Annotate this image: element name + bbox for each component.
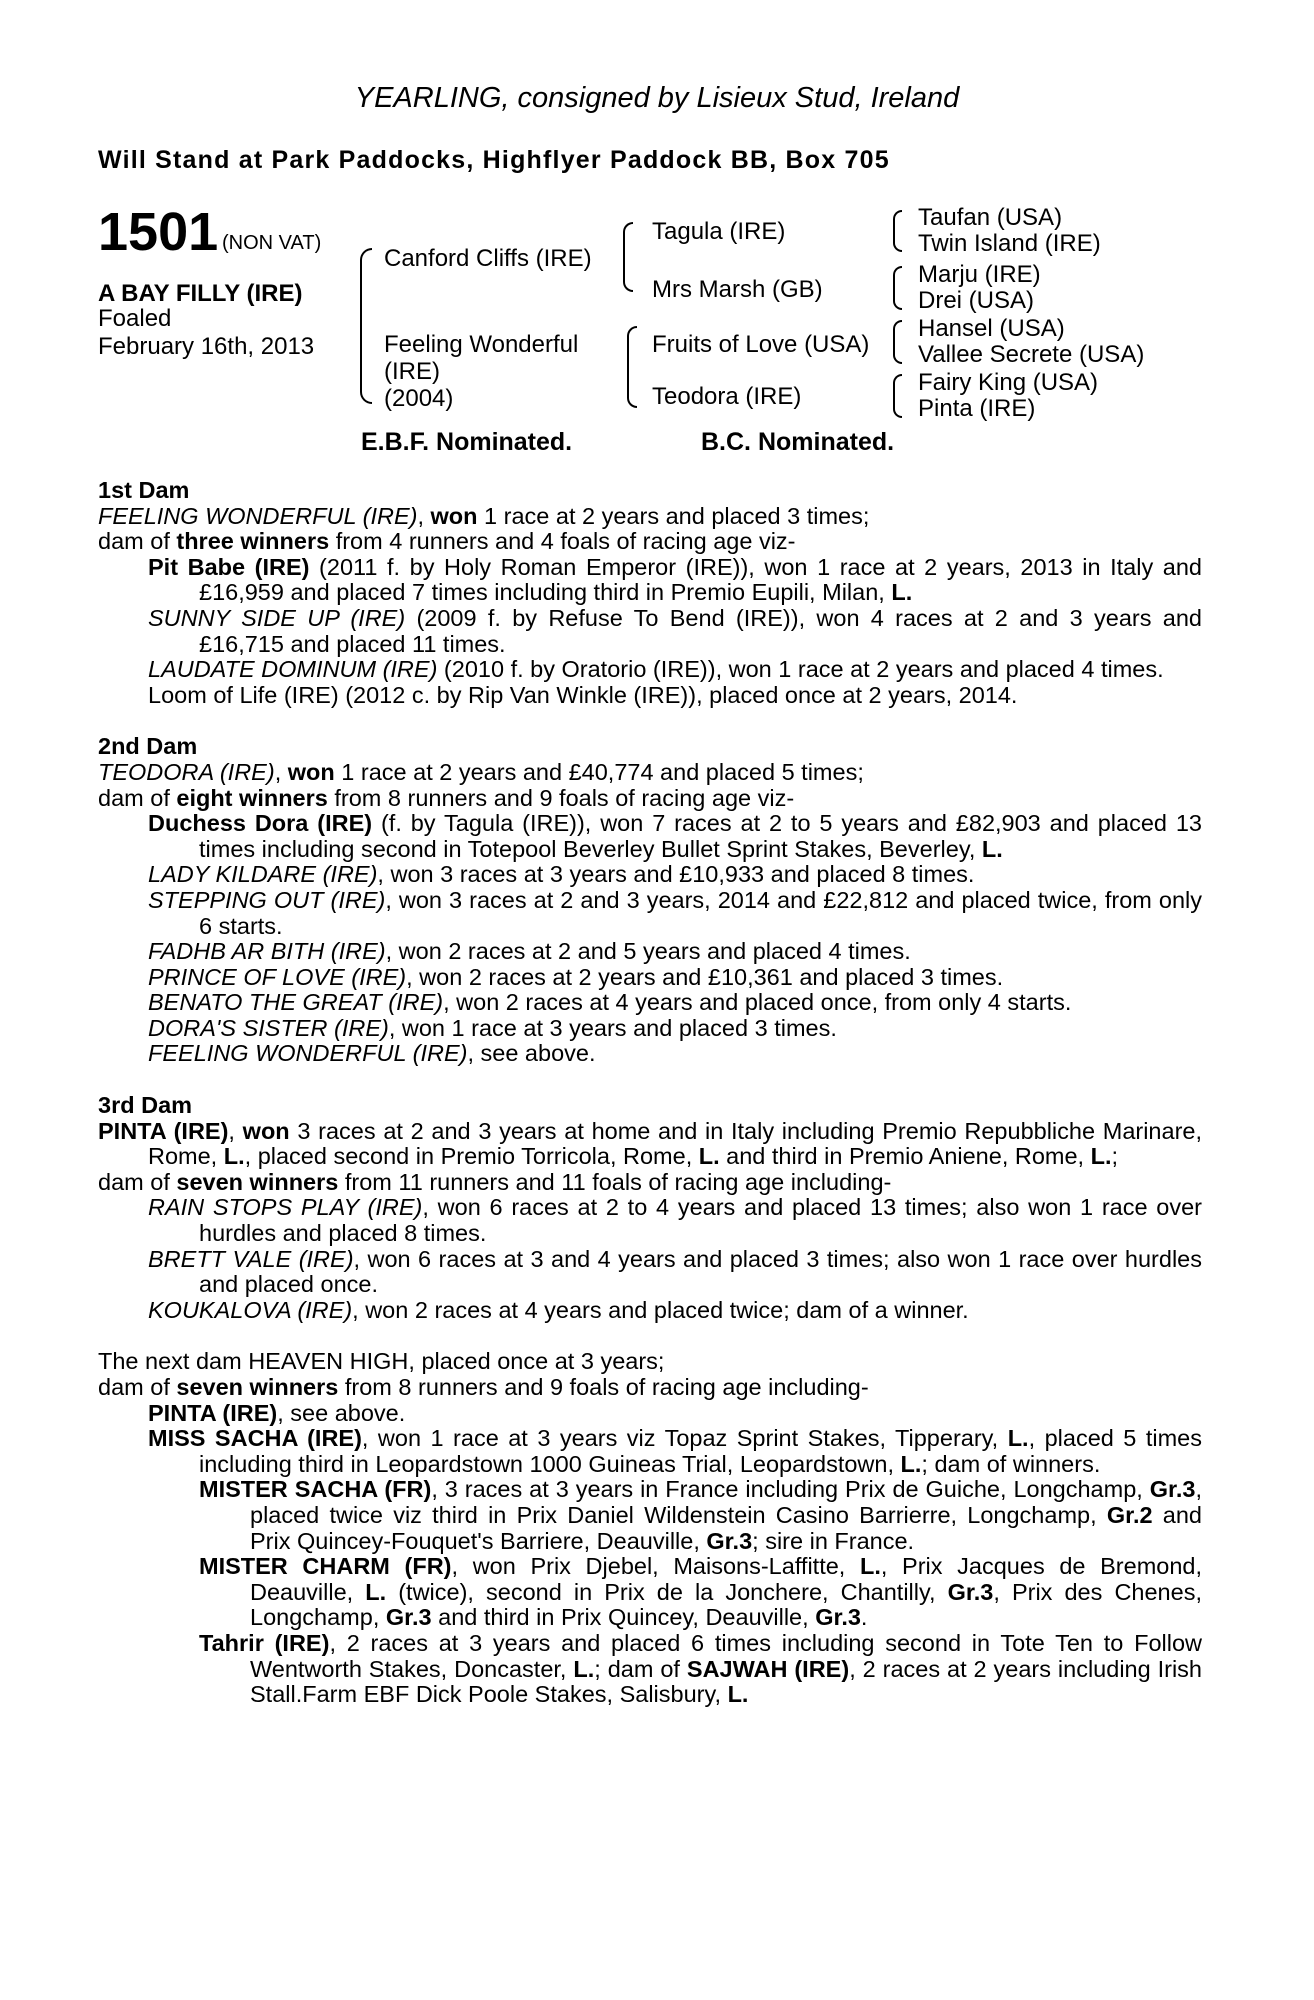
produce-text: , 3 races at 3 years in France including Prix de Guiche, Longchamp,	[431, 1476, 1150, 1503]
pedigree-brace-sd	[893, 266, 902, 310]
produce-name: FADHB AR BITH (IRE)	[148, 938, 386, 965]
first-dam-won: won	[430, 502, 478, 529]
first-dam-produce-2	[98, 606, 1202, 657]
third-dam-name: PINTA (IRE)	[98, 1117, 229, 1144]
second-dam-produce-2	[98, 862, 1202, 888]
produce-name: PINTA (IRE)	[148, 1399, 278, 1426]
first-dam-produce-3	[98, 657, 1202, 683]
consignor-line: YEARLING, consigned by Lisieux Stud, Ireland	[354, 82, 960, 114]
pedigree-ss-dam: Twin Island (IRE)	[918, 230, 1101, 257]
produce-text: , won 3 races at 3 years and £10,933 and placed 8 times.	[377, 861, 975, 888]
produce-text: , 2 races at 2 years including Irish Stall.Farm EBF Dick Poole Stakes, Salisbury,	[250, 1655, 1203, 1708]
listed-marker: L.	[223, 1143, 245, 1170]
first-dam-produce-1	[98, 555, 1202, 606]
pedigree-brace-dam	[627, 326, 637, 408]
second-dam-produce-7	[98, 1016, 1202, 1042]
produce-text: , see above.	[277, 1399, 406, 1426]
second-dam-heading: 2nd Dam	[98, 733, 198, 760]
produce-text: ; sire in France.	[752, 1527, 915, 1554]
produce-name: RAIN STOPS PLAY (IRE)	[148, 1194, 423, 1221]
second-dam-produce-4	[98, 939, 1202, 965]
second-dam-produce-8	[98, 1041, 1202, 1067]
group-marker: Gr.2	[1106, 1501, 1153, 1528]
first-dam-produce-summary	[98, 529, 1202, 555]
third-dam-produce-1	[98, 1195, 1202, 1246]
listed-marker: L.	[727, 1681, 749, 1708]
third-dam-produce-2	[98, 1247, 1202, 1298]
produce-name: Pit Babe (IRE)	[148, 553, 310, 580]
group-marker: Gr.3	[947, 1578, 994, 1605]
produce-text: , won 1 race at 3 years viz Topaz Sprint Stakes, Tipperary,	[361, 1425, 1008, 1452]
produce-name: SUNNY SIDE UP (IRE)	[148, 604, 406, 631]
produce-text: and Prix Quincey-Fouquet's Barriere, Deauville,	[250, 1501, 1202, 1554]
next-dam-produce-1	[98, 1401, 1202, 1427]
next-dam-intro: The next dam HEAVEN HIGH, placed once at 3 years;	[98, 1348, 665, 1375]
next-dam-winners: seven winners	[176, 1374, 339, 1400]
next-dam-runners: from 8 runners and 9 foals of racing age including-	[338, 1374, 869, 1400]
produce-text: (2011 f. by Holy Roman Emperor (IRE)), won 1 race at 2 years, 2013 in Italy and £16,959 and placed 7 times including third in Premio Eupili, Milan,	[199, 553, 1202, 606]
pedigree-ss-sire: Taufan (USA)	[918, 204, 1063, 231]
second-dam-produce-6	[98, 990, 1202, 1016]
record-text: , placed second in Premio Torricola, Rome,	[244, 1143, 699, 1170]
produce-text: ; dam of	[594, 1655, 687, 1682]
produce-name: BRETT VALE (IRE)	[148, 1245, 354, 1272]
catalogue-body	[98, 478, 1202, 1708]
lot-name: A BAY FILLY (IRE)	[98, 280, 303, 307]
second-dam-record: TEODORA (IRE), won 1 race at 2 years and £40,774 and placed 5 times;	[98, 758, 864, 785]
produce-name: PRINCE OF LOVE (IRE)	[148, 963, 407, 990]
grandchild-1	[98, 1477, 1202, 1554]
location-line: Will Stand at Park Paddocks, Highflyer Paddock BB, Box 705	[98, 146, 890, 174]
produce-name: STEPPING OUT (IRE)	[148, 886, 386, 913]
grandchild-3	[98, 1631, 1202, 1708]
produce-text: , won Prix Djebel, Maisons-Laffitte,	[451, 1553, 860, 1580]
third-dam-winners: seven winners	[176, 1168, 339, 1195]
produce-text: , Prix Jacques de Bremond, Deauville,	[250, 1553, 1203, 1605]
pedigree-dd-dam: Pinta (IRE)	[918, 395, 1036, 422]
pedigree-dam-line1: Feeling Wonderful	[384, 331, 579, 358]
second-dam-winners: eight winners	[176, 784, 328, 811]
first-dam-runners: from 4 runners and 4 foals of racing age viz-	[329, 528, 796, 555]
pedigree-ds-sire: Hansel (USA)	[918, 315, 1065, 342]
listed-marker: L.	[859, 1553, 881, 1580]
second-dam-dam-of: dam of	[98, 784, 177, 811]
produce-name: Tahrir (IRE)	[199, 1629, 330, 1656]
first-dam-record-text: 1 race at 2 years and placed 3 times;	[477, 502, 870, 529]
next-dam-dam-of: dam of	[98, 1374, 177, 1400]
first-dam-record: FEELING WONDERFUL (IRE), won 1 race at 2 years and placed 3 times;	[98, 502, 870, 529]
pedigree-sd-sire: Marju (IRE)	[918, 261, 1041, 288]
record-text: 3 races at 2 and 3 years at home and in Italy including Premio Repubbliche Marinare, Rome,	[148, 1117, 1202, 1170]
first-dam-winners: three winners	[176, 528, 330, 555]
listed-marker: L.	[573, 1655, 595, 1682]
produce-text: (twice), second in Prix de la Jonchere, Chantilly,	[386, 1578, 948, 1605]
produce-name: BENATO THE GREAT (IRE)	[148, 989, 444, 1016]
next-dam-produce-2	[98, 1426, 1202, 1477]
pedigree-dd-sire: Fairy King (USA)	[918, 369, 1099, 396]
pedigree-sd-dam: Drei (USA)	[918, 287, 1035, 314]
second-dam-produce-5	[98, 965, 1202, 991]
produce-text: (2010 f. by Oratorio (IRE)), won 1 race at 2 years and placed 4 times.	[437, 656, 1164, 683]
pedigree-brace-ds	[893, 320, 902, 364]
third-dam-produce-summary	[98, 1170, 1202, 1196]
produce-text: , 2 races at 3 years and placed 6 times including second in Tote Ten to Follow Wentworth Stakes, Doncaster,	[250, 1629, 1202, 1682]
vat-status: (NON VAT)	[222, 232, 322, 254]
first-dam-dam-of: dam of	[98, 528, 177, 555]
produce-text: , won 2 races at 2 and 5 years and placed 4 times.	[385, 938, 911, 965]
produce-name: SAJWAH (IRE)	[686, 1655, 850, 1682]
bc-nominated: B.C. Nominated.	[701, 428, 895, 456]
produce-name: KOUKALOVA (IRE)	[148, 1296, 353, 1323]
second-dam-runners: from 8 runners and 9 foals of racing age viz-	[327, 784, 795, 811]
record-text: and third in Premio Aniene, Rome,	[719, 1143, 1091, 1170]
produce-text: , won 2 races at 4 years and placed once, from only 4 starts.	[443, 989, 1072, 1016]
pedigree-ds-dam: Vallee Secrete (USA)	[918, 341, 1145, 368]
produce-text: (2009 f. by Refuse To Bend (IRE)), won 4 races at 2 and 3 years and £16,715 and placed 11 times.	[199, 604, 1202, 657]
group-marker: Gr.3	[385, 1604, 432, 1631]
produce-text: ; dam of winners.	[921, 1450, 1101, 1477]
first-dam-name: FEELING WONDERFUL (IRE)	[98, 502, 418, 529]
produce-text: , won 3 races at 2 and 3 years, 2014 and £22,812 and placed twice, from only 6 starts.	[199, 886, 1202, 939]
produce-name: MISTER SACHA (FR)	[199, 1476, 432, 1503]
produce-name: LADY KILDARE (IRE)	[148, 861, 378, 888]
grandchild-2	[98, 1554, 1202, 1631]
produce-text: , placed 5 times including third in Leopardstown 1000 Guineas Trial, Leopardstown,	[199, 1425, 1202, 1477]
listed-marker: L.	[698, 1143, 720, 1170]
second-dam-name: TEODORA (IRE)	[98, 758, 275, 785]
group-marker: Gr.3	[1149, 1476, 1196, 1503]
first-dam-heading: 1st Dam	[98, 477, 190, 503]
produce-text: , won 6 races at 3 and 4 years and placed 3 times; also won 1 race over hurdles and placed once.	[199, 1245, 1202, 1298]
produce-text: , see above.	[467, 1040, 596, 1067]
pedigree-dam-sire: Fruits of Love (USA)	[652, 331, 870, 358]
group-marker: Gr.3	[706, 1527, 753, 1554]
produce-text: , won 1 race at 3 years and placed 3 times.	[388, 1014, 837, 1041]
pedigree-sire-dam: Mrs Marsh (GB)	[652, 276, 823, 303]
produce-text: (f. by Tagula (IRE)), won 7 races at 2 to 5 years and £82,903 and placed 13 times including second in Totepool Beverley Bullet Sprint Stakes, Beverley,	[199, 810, 1202, 862]
pedigree-sire: Canford Cliffs (IRE)	[384, 245, 592, 272]
foaled-label: Foaled	[98, 305, 172, 332]
produce-name: MISS SACHA (IRE)	[148, 1425, 362, 1452]
produce-text: and third in Prix Quincey, Deauville,	[431, 1604, 816, 1631]
produce-name: FEELING WONDERFUL (IRE)	[148, 1040, 468, 1067]
listed-marker: L.	[900, 1450, 922, 1477]
listed-marker: L.	[981, 835, 1003, 862]
second-dam-won: won	[287, 758, 335, 785]
third-dam-record: PINTA (IRE), won 3 races at 2 and 3 years at home and in Italy including Premio Repubbliche Marinare, Rome, L., placed second in Premio Torricola, Rome, L. and third in Premio Aniene, Rome, L.;	[98, 1117, 1202, 1170]
pedigree-dam-dam: Teodora (IRE)	[652, 383, 802, 410]
produce-name: LAUDATE DOMINUM (IRE)	[148, 656, 438, 683]
produce-text: , placed twice viz third in Prix Daniel Wildenstein Casino Barrierre, Longchamp,	[250, 1476, 1202, 1528]
listed-marker: L.	[1007, 1425, 1029, 1452]
produce-text: .	[860, 1604, 868, 1631]
pedigree-brace-dd	[893, 374, 902, 418]
second-dam-produce-1	[98, 811, 1202, 862]
listed-marker: L.	[891, 579, 913, 606]
second-dam-record-text: 1 race at 2 years and £40,774 and placed 5 times;	[334, 758, 864, 785]
listed-marker: L.	[365, 1578, 387, 1605]
pedigree-sire-sire: Tagula (IRE)	[652, 218, 786, 245]
produce-name: DORA'S SISTER (IRE)	[148, 1014, 389, 1041]
produce-text: , won 2 races at 2 years and £10,361 and placed 3 times.	[406, 963, 1004, 990]
second-dam-produce-summary	[98, 786, 1202, 812]
pedigree-brace-main	[360, 248, 372, 404]
pedigree-brace-sire	[623, 222, 633, 292]
produce-text: , Prix des Chenes, Longchamp,	[250, 1578, 1202, 1631]
third-dam-heading: 3rd Dam	[98, 1092, 193, 1119]
foaled-date: February 16th, 2013	[98, 333, 315, 360]
first-dam-produce-4: Loom of Life (IRE) (2012 c. by Rip Van Winkle (IRE)), placed once at 2 years, 2014.	[148, 681, 1018, 708]
second-dam-produce-3	[98, 888, 1202, 939]
ebf-nominated: E.B.F. Nominated.	[361, 428, 573, 456]
pedigree-dam-line3: (2004)	[384, 385, 454, 412]
group-marker: Gr.3	[815, 1604, 861, 1631]
lot-number: 1501	[98, 202, 219, 262]
pedigree-dam-line2: (IRE)	[384, 358, 440, 385]
record-text: ;	[1111, 1143, 1119, 1170]
next-dam-produce-summary	[98, 1375, 1202, 1401]
produce-text: , won 6 races at 2 to 4 years and placed 13 times; also won 1 race over hurdles and placed 8 times.	[199, 1194, 1203, 1247]
third-dam-won: won	[242, 1117, 290, 1144]
produce-name: Duchess Dora (IRE)	[148, 810, 373, 837]
third-dam-runners: from 11 runners and 11 foals of racing age including-	[338, 1168, 892, 1195]
produce-text: , won 2 races at 4 years and placed twice; dam of a winner.	[352, 1296, 969, 1323]
pedigree-brace-ss	[893, 210, 902, 252]
third-dam-produce-3	[98, 1298, 1202, 1324]
third-dam-dam-of: dam of	[98, 1168, 177, 1195]
listed-marker: L.	[1090, 1143, 1112, 1170]
produce-name: MISTER CHARM (FR)	[199, 1553, 452, 1580]
